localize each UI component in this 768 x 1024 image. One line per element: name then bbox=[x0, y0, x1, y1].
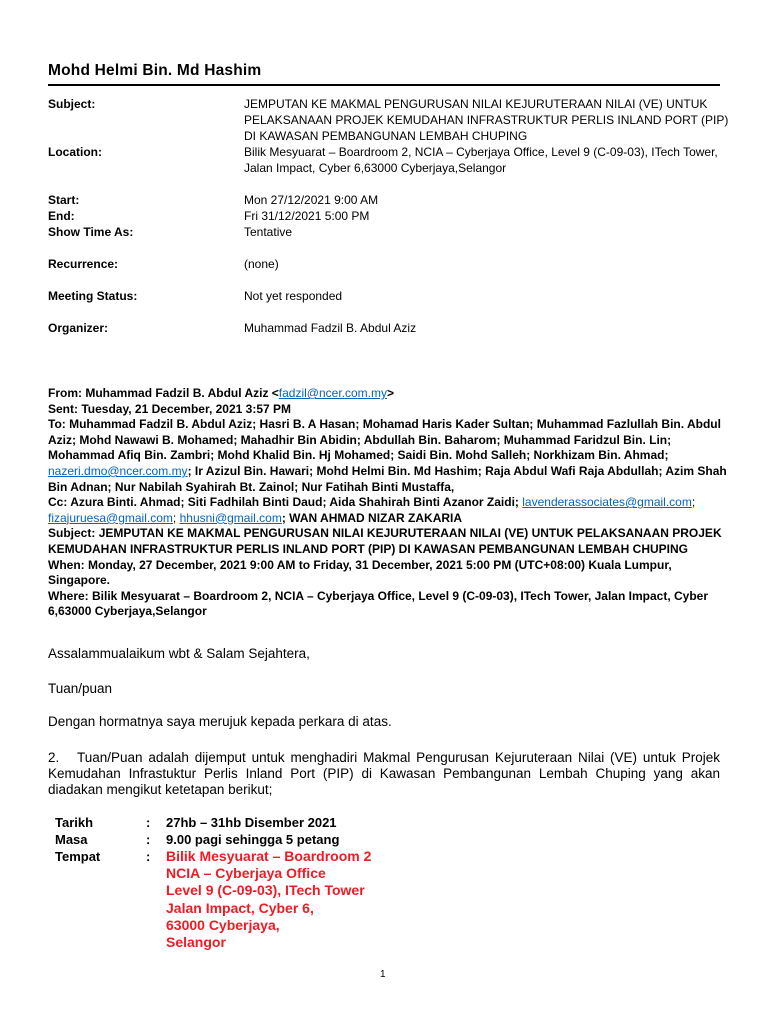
where-line bbox=[48, 589, 728, 620]
recurrence-value: (none) bbox=[244, 257, 279, 271]
status-label: Meeting Status: bbox=[48, 289, 138, 303]
sent-line bbox=[48, 402, 728, 418]
owner-name: Mohd Helmi Bin. Md Hashim bbox=[48, 62, 262, 79]
end-value: Fri 31/12/2021 5:00 PM bbox=[244, 209, 370, 223]
email-subject-label: Subject: bbox=[48, 526, 96, 541]
from-label: From: bbox=[48, 386, 82, 400]
organizer-label: Organizer: bbox=[48, 321, 109, 335]
colon: : bbox=[146, 815, 151, 830]
tempat-label: Tempat bbox=[55, 849, 101, 864]
subject-label: Subject: bbox=[48, 97, 96, 111]
cc-separator: ; bbox=[172, 510, 177, 525]
tarikh-value: 27hb – 31hb Disember 2021 bbox=[166, 815, 337, 830]
sent-value: Tuesday, 21 December, 2021 3:57 PM bbox=[81, 401, 292, 416]
to-line bbox=[48, 417, 728, 495]
paragraph-number: 2. bbox=[48, 750, 60, 765]
from-email-link[interactable]: fadzil@ncer.com.my bbox=[278, 386, 388, 400]
email-subject-line bbox=[48, 526, 728, 557]
from-name: Muhammad Fadzil B. Abdul Aziz < bbox=[85, 386, 279, 400]
masa-label: Masa bbox=[55, 832, 88, 847]
tempat-line: Jalan Impact, Cyber 6, bbox=[166, 899, 314, 916]
from-close: > bbox=[387, 386, 395, 400]
when-value: Monday, 27 December, 2021 9:00 AM to Friday, 31 December, 2021 5:00 PM (UTC+08:00) Kuala Lumpur, Singapore. bbox=[48, 557, 672, 588]
cc-line bbox=[48, 495, 728, 526]
location-value: Bilik Mesyuarat – Boardroom 2, NCIA – Cyberjaya Office, Level 9 (C-09-03), ITech Tower, Jalan Impact, Cyber 6,63000 Cyberjaya,Selangor bbox=[244, 145, 718, 175]
from-line bbox=[48, 386, 728, 402]
tempat-line: 63000 Cyberjaya, bbox=[166, 916, 280, 933]
cc-recipients-more: ; WAN AHMAD NIZAR ZAKARIA bbox=[281, 510, 463, 525]
greeting: Assalammualaikum wbt & Salam Sejahtera, bbox=[48, 646, 310, 661]
masa-value: 9.00 pagi sehingga 5 petang bbox=[166, 832, 340, 847]
tempat-line: Bilik Mesyuarat – Boardroom 2 bbox=[166, 848, 372, 864]
sent-label: Sent: bbox=[48, 401, 78, 416]
where-value: Bilik Mesyuarat – Boardroom 2, NCIA – Cyberjaya Office, Level 9 (C-09-03), ITech Tower, Jalan Impact, Cyber 6,63000 Cyberjaya,Selangor bbox=[48, 588, 709, 619]
cc-separator: ; bbox=[691, 495, 696, 510]
page-number: 1 bbox=[380, 969, 386, 980]
intro-paragraph: Dengan hormatnya saya merujuk kepada perkara di atas. bbox=[48, 714, 392, 729]
organizer-value: Muhammad Fadzil B. Abdul Aziz bbox=[244, 321, 417, 335]
paragraph-text: Tuan/Puan adalah dijemput untuk menghadiri Makmal Pengurusan Kejuruteraan Nilai (VE) untuk Projek Kemudahan Infrastuktur Perlis Inland Port (PIP) di Kawasan Pembangunan Lembah Chuping yang akan diadakan mengikut ketetapan berikut; bbox=[48, 750, 720, 797]
tarikh-label: Tarikh bbox=[55, 815, 94, 830]
cc-email-link-2[interactable]: fizajuruesa@gmail.com bbox=[48, 510, 173, 525]
subject-value: JEMPUTAN KE MAKMAL PENGURUSAN NILAI KEJURUTERAAN NILAI (VE) UNTUK PELAKSANAAN PROJEK KEMUDAHAN INFRASTRUKTUR PERLIS INLAND PORT (PIP) DI KAWASAN PEMBANGUNAN LEMBAH CHUPING bbox=[244, 97, 729, 143]
to-label: To: bbox=[48, 417, 66, 432]
when-label: When: bbox=[48, 557, 85, 572]
status-value: Not yet responded bbox=[244, 289, 343, 303]
showtime-value: Tentative bbox=[244, 225, 293, 239]
start-value: Mon 27/12/2021 9:00 AM bbox=[244, 193, 379, 207]
to-recipients: Muhammad Fadzil B. Abdul Aziz; Hasri B. A Hasan; Mohamad Haris Kader Sultan; Muhammad Fazlullah Bin. Abdul Aziz; Mohd Nawawi B. Mohamed; Mahadhir Bin Abidin; Abdullah Bin. Baharom; Muhammad Faridzul Bin. Lin; Mohammad Afiq Bin. Zambri; Mohd Khalid Bin. Hj Mohamed; Saidi Bin. Mohd Salleh; Norkhizam Bin. Ahmad; bbox=[48, 417, 721, 463]
cc-label: Cc: bbox=[48, 495, 68, 510]
when-line bbox=[48, 558, 728, 589]
showtime-label: Show Time As: bbox=[48, 225, 134, 239]
cc-email-link-1[interactable]: lavenderassociates@gmail.com bbox=[522, 495, 692, 510]
end-label: End: bbox=[48, 209, 75, 223]
tempat-line: Selangor bbox=[166, 934, 226, 951]
to-recipients-more: ; Ir Azizul Bin. Hawari; Mohd Helmi Bin. Md Hashim; Raja Abdul Wafi Raja Abdullah; Azim Shah Bin Adnan; Nur Nabilah Syahirah Bt. Zainol; Nur Fatihah Binti Mustaffa, bbox=[48, 463, 727, 494]
cc-recipients: Azura Binti. Ahmad; Siti Fadhilah Binti Daud; Aida Shahirah Binti Azanor Zaidi; bbox=[70, 495, 519, 510]
cc-email-link-3[interactable]: hhusni@gmail.com bbox=[179, 510, 282, 525]
email-header bbox=[48, 386, 728, 620]
tempat-line: Level 9 (C-09-03), ITech Tower bbox=[166, 882, 365, 899]
invitation-paragraph bbox=[48, 750, 720, 798]
email-subject-value: JEMPUTAN KE MAKMAL PENGURUSAN NILAI KEJURUTERAAN NILAI (VE) UNTUK PELAKSANAAN PROJEK KEMUDAHAN INFRASTRUKTUR PERLIS INLAND PORT (PIP) DI KAWASAN PEMBANGUNAN LEMBAH CHUPING bbox=[48, 526, 722, 556]
colon: : bbox=[146, 849, 151, 864]
tempat-value bbox=[166, 848, 371, 951]
colon: : bbox=[146, 832, 151, 847]
header-rule bbox=[48, 84, 720, 86]
tempat-line: NCIA – Cyberjaya Office bbox=[166, 865, 326, 882]
to-email-link[interactable]: nazeri.dmo@ncer.com.my bbox=[48, 463, 188, 478]
where-label: Where: bbox=[48, 588, 89, 603]
location-label: Location: bbox=[48, 145, 102, 159]
recurrence-label: Recurrence: bbox=[48, 257, 119, 271]
salutation: Tuan/puan bbox=[48, 681, 113, 696]
start-label: Start: bbox=[48, 193, 80, 207]
